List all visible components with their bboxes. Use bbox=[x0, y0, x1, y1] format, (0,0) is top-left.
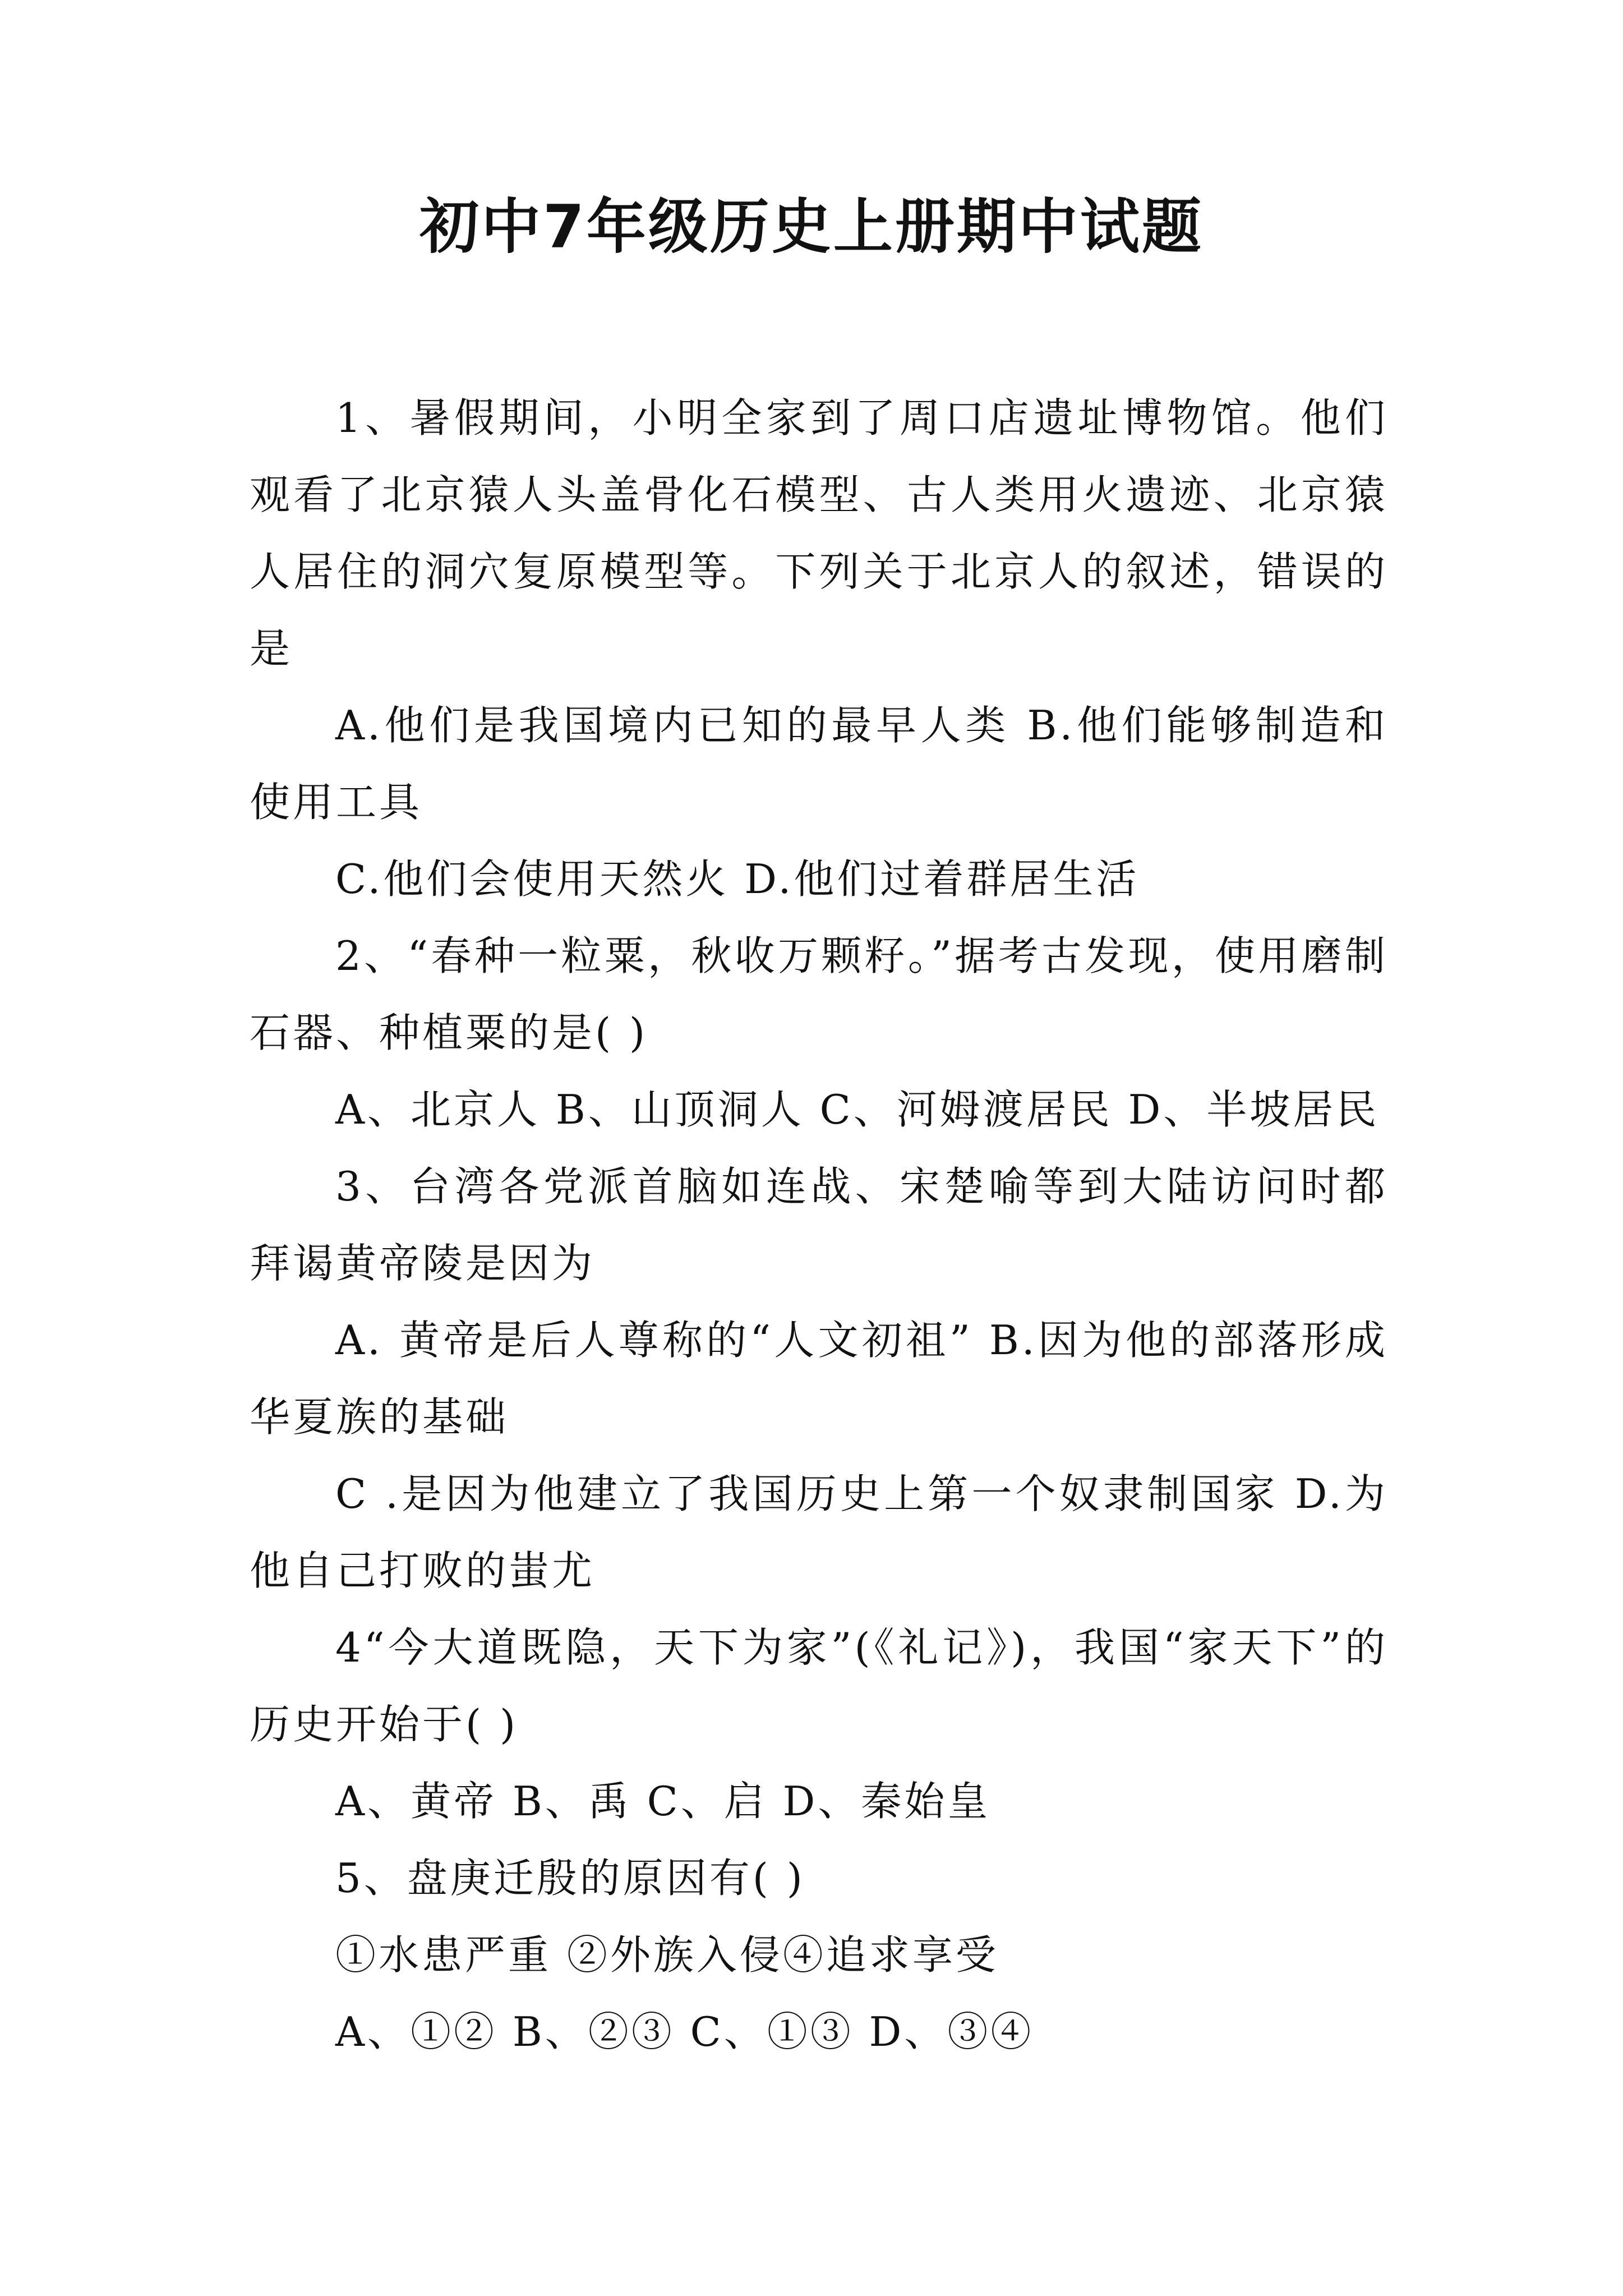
question-3-stem: 3、台湾各党派首脑如连战、宋楚喻等到大陆访问时都拜谒黄帝陵是因为 bbox=[250, 1163, 1388, 1287]
question-3-options-ab: A. 黄帝是后人尊称的“人文初祖” B.因为他的部落形成华夏族的基础 bbox=[250, 1317, 1388, 1441]
question-3-options-cd: C .是因为他建立了我国历史上第一个奴隶制国家 D.为他自己打败的蚩尤 bbox=[250, 1470, 1388, 1594]
question-5-options: A、①② B、②③ C、①③ D、③④ bbox=[335, 2008, 1034, 2055]
document-title: 初中7年级历史上册期中试题 bbox=[419, 192, 1204, 261]
document-body bbox=[250, 380, 1388, 2070]
question-5-stem: 5、盘庚迁殷的原因有( ) bbox=[335, 1855, 805, 1902]
question-1-stem: 1、暑假期间，小明全家到了周口店遗址博物馆。他们观看了北京猿人头盖骨化石模型、古人类用火遗迹、北京猿人居住的洞穴复原模型等。下列关于北京人的叙述，错误的是 bbox=[250, 394, 1388, 672]
question-1-options-cd: C.他们会使用天然火 D.他们过着群居生活 bbox=[335, 855, 1140, 903]
question-4-options: A、黄帝 B、禹 C、启 D、秦始皇 bbox=[335, 1778, 991, 1825]
question-4-stem: 4“今大道既隐，天下为家”(《礼记》)，我国“家天下”的历史开始于( ) bbox=[250, 1624, 1388, 1748]
question-2-options: A、北京人 B、山顶洞人 C、河姆渡居民 D、半坡居民 bbox=[335, 1086, 1380, 1133]
question-1-options-ab: A.他们是我国境内已知的最早人类 B.他们能够制造和使用工具 bbox=[250, 702, 1388, 826]
question-2-stem: 2、“春种一粒粟，秋收万颗籽。”据考古发现，使用磨制石器、种植粟的是( ) bbox=[250, 932, 1388, 1056]
question-5-statements: ①水患严重 ②外族入侵④追求享受 bbox=[335, 1931, 999, 1978]
